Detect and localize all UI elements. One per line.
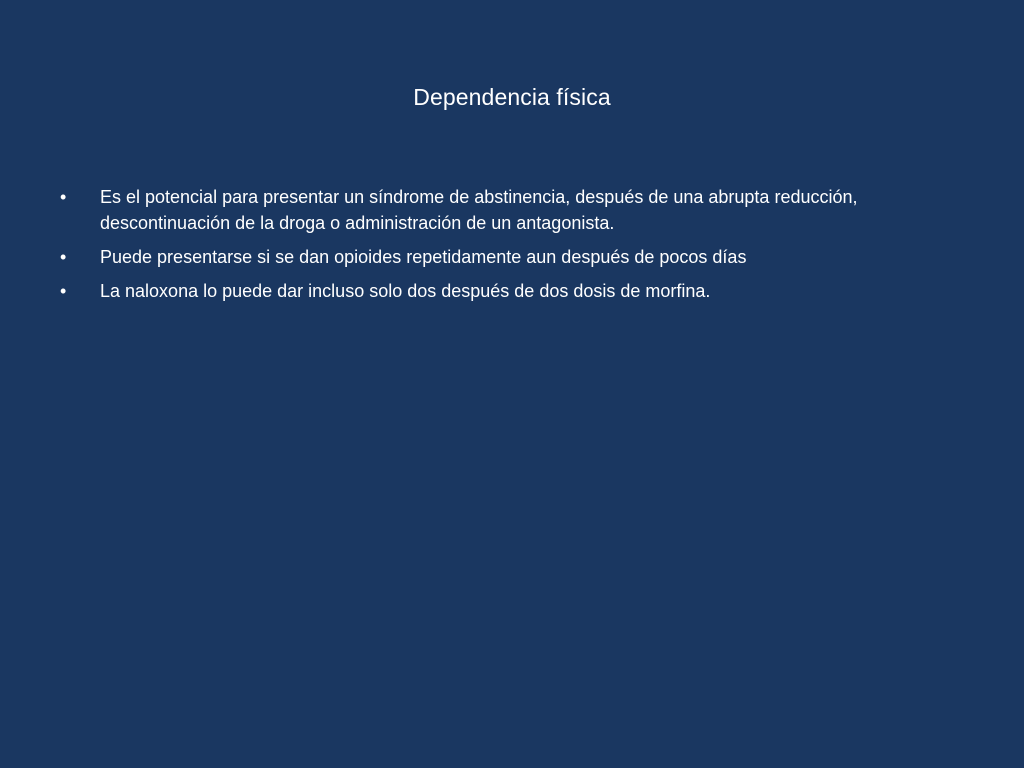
bullet-text-3: La naloxona lo puede dar incluso solo dos después de dos dosis de morfina.: [100, 281, 711, 301]
bullet-item-3: [60, 278, 940, 304]
bullet-text-1: Es el potencial para presentar un síndrome de abstinencia, después de una abrupta reducción, descontinuación de la droga o administración de un antagonista.: [100, 187, 858, 233]
bullet-icon: •: [60, 187, 67, 207]
bullet-text-2: Puede presentarse si se dan opioides repetidamente aun después de pocos días: [100, 247, 747, 267]
slide-title: Dependencia física: [413, 84, 611, 110]
bullet-icon: •: [60, 281, 67, 301]
bullet-item-2: [60, 244, 940, 270]
bullet-item-1: [60, 184, 940, 236]
bullet-list: [60, 184, 940, 312]
bullet-icon: •: [60, 247, 67, 267]
